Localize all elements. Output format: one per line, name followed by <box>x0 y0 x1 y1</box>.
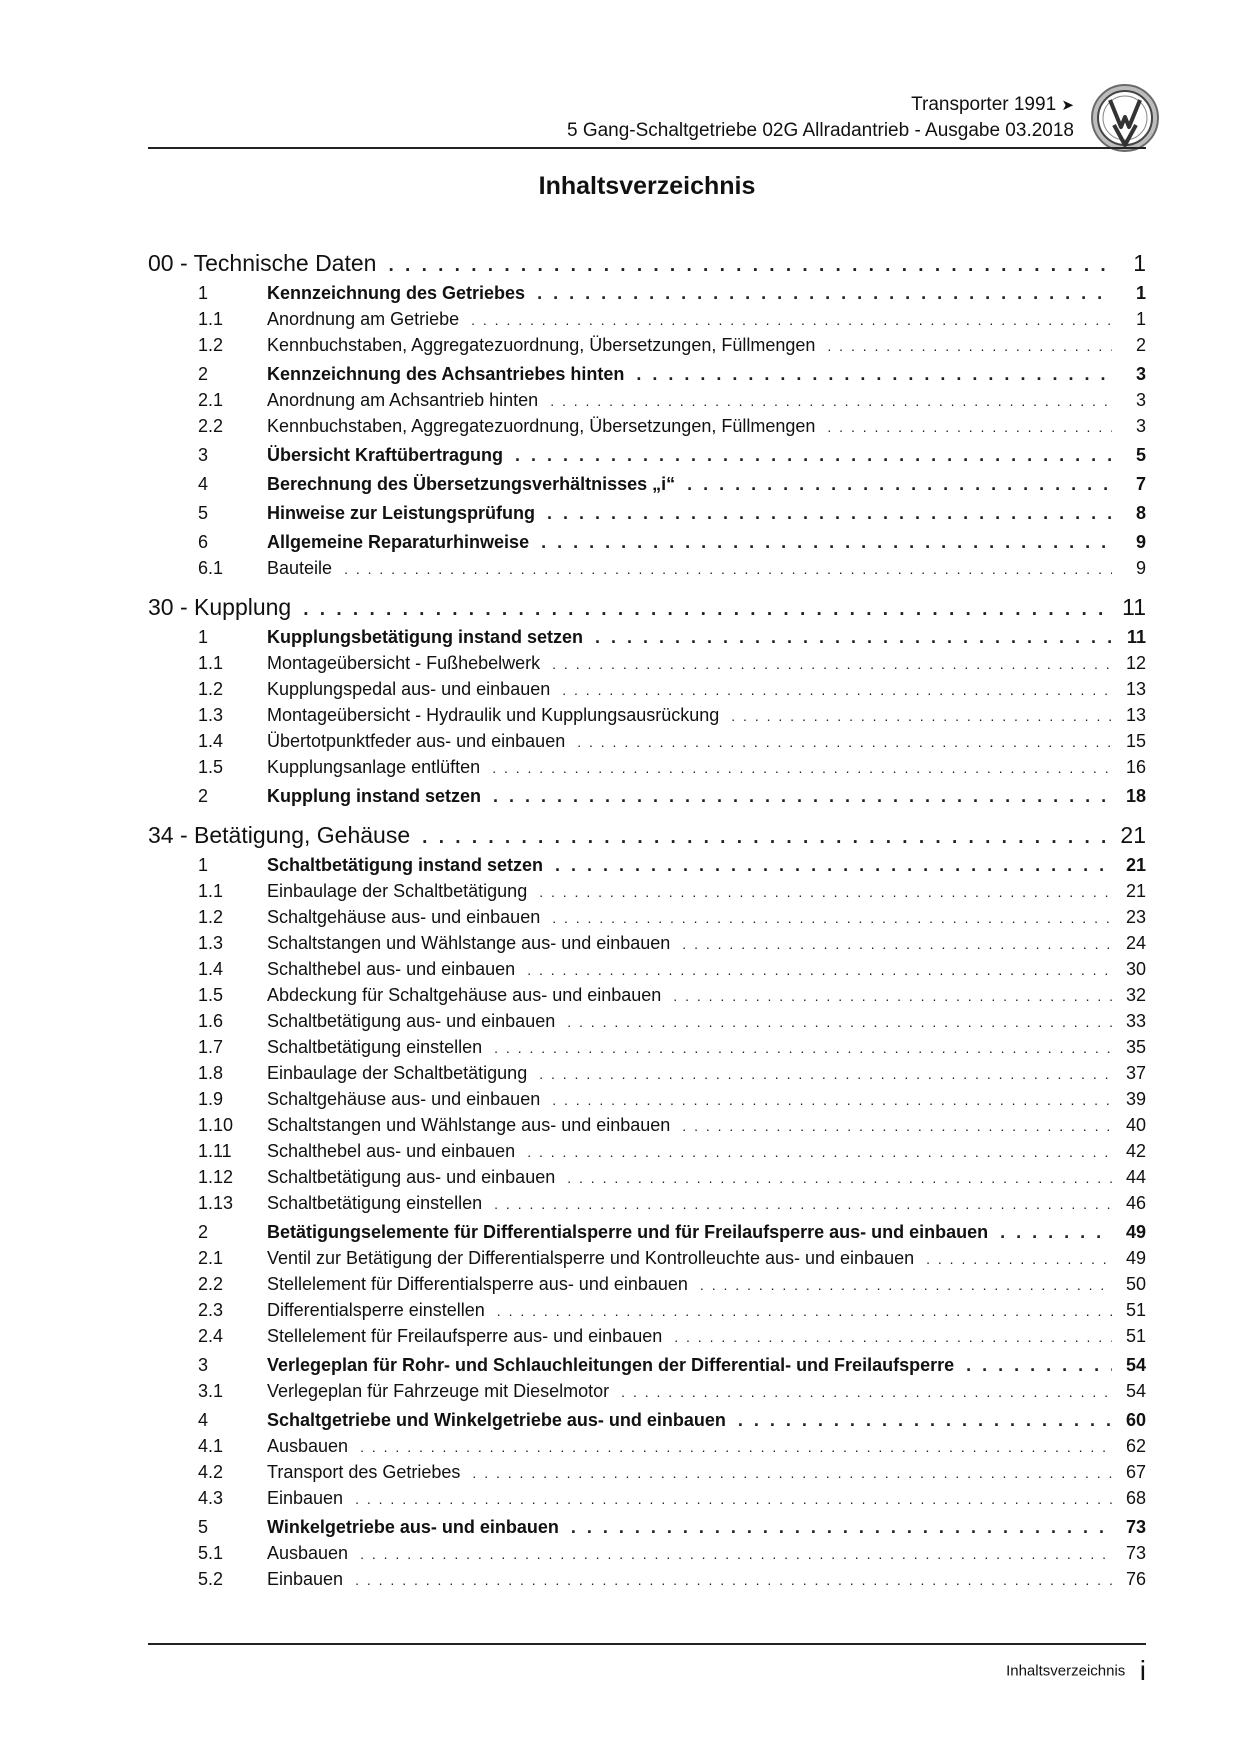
toc-entry-title[interactable]: Winkelgetriebe aus- und einbauen <box>267 1517 559 1537</box>
toc-entry-title[interactable]: Ausbauen <box>267 1543 349 1563</box>
toc-dot-leader <box>422 827 1112 849</box>
toc-entry-number: 1.7 <box>198 1037 224 1057</box>
toc-subsection[interactable] <box>148 1193 1146 1219</box>
toc-entry-number: 1.12 <box>198 1167 234 1187</box>
toc-chapter[interactable] <box>148 822 1146 852</box>
toc-page-number[interactable]: 39 <box>1125 1089 1146 1109</box>
toc-page-number[interactable]: 73 <box>1125 1543 1146 1563</box>
toc-entry-title[interactable]: Schaltgehäuse aus- und einbauen <box>267 907 541 927</box>
toc-entry-number: 4.2 <box>198 1462 224 1482</box>
toc-entry-title[interactable]: Hinweise zur Leistungsprüfung <box>267 503 536 523</box>
toc-entry-number: 1.13 <box>198 1193 234 1213</box>
toc-entry-title[interactable]: Berechnung des Übersetzungsverhältnisses „i“ <box>267 474 676 494</box>
toc-entry-title[interactable]: Einbauen <box>267 1569 344 1589</box>
toc-subsection[interactable] <box>148 1037 1146 1063</box>
toc-entry-title[interactable]: Anordnung am Achsantrieb hinten <box>267 390 539 410</box>
running-footer <box>148 1655 1146 1687</box>
header-line-edition: 5 Gang-Schaltgetriebe 02G Allradantrieb - Ausgabe 03.2018 <box>566 120 1074 141</box>
toc-dot-leader <box>539 884 1112 900</box>
arrow-right-icon: ➤ <box>1061 97 1074 114</box>
toc-page-number[interactable]: 35 <box>1125 1037 1146 1057</box>
toc-subsection[interactable] <box>148 1488 1146 1514</box>
toc-dot-leader <box>682 1118 1112 1134</box>
toc-subsection[interactable] <box>148 1011 1146 1037</box>
toc-page-number[interactable]: 32 <box>1125 985 1146 1005</box>
toc-page-number[interactable]: 30 <box>1125 959 1146 979</box>
toc-dot-leader <box>494 1196 1112 1212</box>
toc-dot-leader <box>360 1546 1112 1562</box>
toc-entry-title[interactable]: Kupplung instand setzen <box>267 786 481 806</box>
toc-dot-leader <box>550 393 1112 409</box>
toc-page-number[interactable]: 1 <box>1135 283 1146 303</box>
toc-entry-title[interactable]: Schalthebel aus- und einbauen <box>267 1141 516 1161</box>
toc-dot-leader <box>344 561 1112 577</box>
toc-page-number[interactable]: 42 <box>1125 1141 1146 1161</box>
toc-page-number[interactable]: 51 <box>1125 1300 1146 1320</box>
toc-entry-number: 2.1 <box>198 390 224 410</box>
toc-dot-leader <box>303 599 1112 621</box>
toc-dot-leader <box>731 708 1112 724</box>
toc-dot-leader <box>472 1465 1112 1481</box>
toc-entry-number: 3 <box>198 1355 209 1375</box>
toc-page-number[interactable]: 23 <box>1125 907 1146 927</box>
toc-page-number[interactable]: 13 <box>1125 679 1146 699</box>
toc-entry-number: 5.1 <box>198 1543 224 1563</box>
toc-entry-number: 3 <box>198 445 209 465</box>
toc-page-number[interactable]: 49 <box>1125 1222 1146 1242</box>
toc-entry-number: 5.2 <box>198 1569 224 1589</box>
toc-subsection[interactable] <box>148 1115 1146 1141</box>
footer-rule <box>148 1643 1146 1645</box>
toc-entry-title[interactable]: 34 - Betätigung, Gehäuse <box>148 822 411 848</box>
toc-page-number[interactable]: 40 <box>1125 1115 1146 1135</box>
toc-page-number[interactable]: 62 <box>1125 1436 1146 1456</box>
toc-dot-leader <box>966 1355 1112 1376</box>
toc-entry-number: 1.9 <box>198 1089 224 1109</box>
toc-subsection[interactable] <box>148 959 1146 985</box>
toc-page-number[interactable]: 3 <box>1135 390 1146 410</box>
toc-entry-number: 1.1 <box>198 653 224 673</box>
toc-dot-leader <box>493 786 1112 807</box>
vw-logo-icon <box>1090 83 1160 153</box>
toc-page-number[interactable]: 21 <box>1120 822 1146 848</box>
toc-section[interactable] <box>148 503 1146 529</box>
toc-entry-number: 1.4 <box>198 731 224 751</box>
toc-dot-leader <box>682 936 1112 952</box>
toc-entry-number: 1.2 <box>198 335 224 355</box>
toc-page-number[interactable]: 24 <box>1125 933 1146 953</box>
toc-dot-leader <box>360 1439 1112 1455</box>
toc-subsection[interactable] <box>148 985 1146 1011</box>
toc-chapter[interactable] <box>148 594 1146 624</box>
toc-entry-number: 5 <box>198 503 209 523</box>
toc-entry-title[interactable]: Ausbauen <box>267 1436 349 1456</box>
toc-entry-number: 4.1 <box>198 1436 224 1456</box>
toc-subsection[interactable] <box>148 1543 1146 1569</box>
toc-entry-number: 4.3 <box>198 1488 224 1508</box>
running-header <box>148 92 1074 143</box>
toc-entry-title[interactable]: Einbaulage der Schaltbetätigung <box>267 881 528 901</box>
toc-dot-leader <box>621 1384 1112 1400</box>
toc-subsection[interactable] <box>148 1326 1146 1352</box>
toc-dot-leader <box>577 734 1112 750</box>
toc-dot-leader <box>539 1066 1112 1082</box>
toc-page-number[interactable]: 68 <box>1125 1488 1146 1508</box>
toc-entry-title[interactable]: Kupplungsanlage entlüften <box>267 757 481 777</box>
toc-subsection[interactable] <box>148 1569 1146 1595</box>
toc-page-number[interactable]: 37 <box>1125 1063 1146 1083</box>
toc-subsection[interactable] <box>148 933 1146 959</box>
toc-entry-title[interactable]: Einbaulage der Schaltbetätigung <box>267 1063 528 1083</box>
toc-dot-leader <box>537 283 1112 304</box>
toc-entry-title[interactable]: Übertotpunktfeder aus- und einbauen <box>267 731 566 751</box>
toc-page-number[interactable]: 5 <box>1135 445 1146 465</box>
toc-page-number[interactable]: 15 <box>1125 731 1146 751</box>
toc-page-number[interactable]: 21 <box>1125 855 1146 875</box>
toc-entry-title[interactable]: Schaltgehäuse aus- und einbauen <box>267 1089 541 1109</box>
toc-page-number[interactable]: 1 <box>1133 250 1146 276</box>
toc-entry-number: 2 <box>198 1222 209 1242</box>
toc-entry-title[interactable]: Schaltbetätigung aus- und einbauen <box>267 1167 556 1187</box>
toc-entry-title[interactable]: 30 - Kupplung <box>148 594 292 620</box>
toc-page-number[interactable]: 73 <box>1125 1517 1146 1537</box>
toc-entry-number: 3.1 <box>198 1381 224 1401</box>
toc-entry-title[interactable]: Schaltbetätigung instand setzen <box>267 855 544 875</box>
toc-section[interactable] <box>148 474 1146 500</box>
toc-entry-title[interactable]: Betätigungselemente für Differentialsperre und für Freilaufsperre aus- und einbauen <box>267 1222 989 1242</box>
toc-entry-title[interactable]: Montageübersicht - Fußhebelwerk <box>267 653 541 673</box>
header-rule <box>148 147 1146 149</box>
toc-entry-title[interactable]: Allgemeine Reparaturhinweise <box>267 532 530 552</box>
toc-subsection[interactable] <box>148 705 1146 731</box>
toc-subsection[interactable] <box>148 731 1146 757</box>
toc-subsection[interactable] <box>148 1167 1146 1193</box>
toc-entry-title[interactable]: Übersicht Kraftübertragung <box>267 445 504 465</box>
toc-dot-leader <box>700 1277 1112 1293</box>
toc-entry-number: 2.3 <box>198 1300 224 1320</box>
toc-dot-leader <box>567 1170 1112 1186</box>
toc-dot-leader <box>555 855 1112 876</box>
toc-entry-title[interactable]: Schaltstangen und Wählstange aus- und einbauen <box>267 933 671 953</box>
toc-section[interactable] <box>148 1222 1146 1248</box>
toc-page-number[interactable]: 9 <box>1135 558 1146 578</box>
toc-entry-title[interactable]: Schaltstangen und Wählstange aus- und einbauen <box>267 1115 671 1135</box>
toc-page-number[interactable]: 3 <box>1135 364 1146 384</box>
toc-section[interactable] <box>148 855 1146 881</box>
toc-entry-title[interactable]: 00 - Technische Daten <box>148 250 377 276</box>
toc-entry-title[interactable]: Transport des Getriebes <box>267 1462 461 1482</box>
toc-subsection[interactable] <box>148 1381 1146 1407</box>
toc-entry-title[interactable]: Abdeckung für Schaltgehäuse aus- und einbauen <box>267 985 662 1005</box>
toc-section[interactable] <box>148 1517 1146 1543</box>
toc-entry-title[interactable]: Verlegeplan für Rohr- und Schlauchleitungen der Differential- und Freilaufsperre <box>267 1355 955 1375</box>
toc-dot-leader <box>515 445 1112 466</box>
toc-page-number[interactable]: 9 <box>1135 532 1146 552</box>
toc-entry-title[interactable]: Kennbuchstaben, Aggregatezuordnung, Übersetzungen, Füllmengen <box>267 416 816 436</box>
toc-page-number[interactable]: 49 <box>1125 1248 1146 1268</box>
toc-section[interactable] <box>148 786 1146 812</box>
toc-entry-title[interactable]: Kupplungspedal aus- und einbauen <box>267 679 551 699</box>
header-line-model <box>148 92 1074 118</box>
toc-dot-leader <box>827 338 1112 354</box>
toc-dot-leader <box>492 760 1112 776</box>
toc-dot-leader <box>552 910 1112 926</box>
toc-entry-title[interactable]: Verlegeplan für Fahrzeuge mit Dieselmotor <box>267 1381 610 1401</box>
toc-dot-leader <box>687 474 1112 495</box>
toc-entry-title[interactable]: Schaltbetätigung aus- und einbauen <box>267 1011 556 1031</box>
toc-page-number[interactable]: 46 <box>1125 1193 1146 1213</box>
toc-entry-number: 4 <box>198 1410 209 1430</box>
toc-page-number[interactable]: 21 <box>1125 881 1146 901</box>
toc-dot-leader <box>562 682 1112 698</box>
toc-dot-leader <box>527 1144 1112 1160</box>
toc-subsection[interactable] <box>148 335 1146 361</box>
toc-subsection[interactable] <box>148 1063 1146 1089</box>
toc-subsection[interactable] <box>148 1141 1146 1167</box>
toc-subsection[interactable] <box>148 1274 1146 1300</box>
toc-entry-number: 2.4 <box>198 1326 224 1346</box>
toc-section[interactable] <box>148 283 1146 309</box>
toc-dot-leader <box>388 255 1112 277</box>
toc-entry-title[interactable]: Schaltgetriebe und Winkelgetriebe aus- und einbauen <box>267 1410 726 1430</box>
toc-section[interactable] <box>148 1410 1146 1436</box>
toc-dot-leader <box>355 1572 1112 1588</box>
toc-dot-leader <box>552 1092 1112 1108</box>
toc-page-number[interactable]: 11 <box>1122 594 1146 620</box>
toc-page-number[interactable]: 1 <box>1135 309 1146 329</box>
toc-entry-number: 1.11 <box>198 1141 232 1161</box>
toc-dot-leader <box>926 1251 1112 1267</box>
toc-entry-number: 6 <box>198 532 209 552</box>
toc-dot-leader <box>738 1410 1112 1431</box>
toc-dot-leader <box>674 1329 1112 1345</box>
toc-entry-number: 1 <box>198 283 209 303</box>
toc-entry-number: 4 <box>198 474 209 494</box>
toc-dot-leader <box>571 1517 1112 1538</box>
toc-dot-leader <box>471 312 1112 328</box>
toc-entry-number: 6.1 <box>198 558 224 578</box>
toc-subsection[interactable] <box>148 881 1146 907</box>
toc-dot-leader <box>595 627 1112 648</box>
toc-page-number[interactable]: 76 <box>1125 1569 1146 1589</box>
toc-subsection[interactable] <box>148 1436 1146 1462</box>
toc-dot-leader <box>636 364 1112 385</box>
toc-subsection[interactable] <box>148 653 1146 679</box>
toc-entry-number: 1.1 <box>198 881 224 901</box>
toc-subsection[interactable] <box>148 907 1146 933</box>
toc-entry-title[interactable]: Kennzeichnung des Achsantriebes hinten <box>267 364 625 384</box>
page-title: Inhaltsverzeichnis <box>538 172 756 200</box>
toc-entry-number: 2.2 <box>198 1274 224 1294</box>
toc-subsection[interactable] <box>148 757 1146 783</box>
toc-entry-number: 2.2 <box>198 416 224 436</box>
toc-page-number[interactable]: 51 <box>1125 1326 1146 1346</box>
toc-subsection[interactable] <box>148 558 1146 584</box>
toc-subsection[interactable] <box>148 1089 1146 1115</box>
toc-page-number[interactable]: 54 <box>1125 1355 1146 1375</box>
toc-page-number[interactable]: 50 <box>1125 1274 1146 1294</box>
toc-page-number[interactable]: 60 <box>1125 1410 1146 1430</box>
toc-entry-title[interactable]: Kupplungsbetätigung instand setzen <box>267 627 583 647</box>
toc-page-number[interactable]: 67 <box>1125 1462 1146 1482</box>
toc-entry-title[interactable]: Stellelement für Freilaufsperre aus- und einbauen <box>267 1326 663 1346</box>
toc-entry-number: 2.1 <box>198 1248 224 1268</box>
toc-section[interactable] <box>148 1355 1146 1381</box>
toc-dot-leader <box>673 988 1112 1004</box>
toc-section[interactable] <box>148 364 1146 390</box>
toc-entry-title[interactable]: Anordnung am Getriebe <box>267 309 460 329</box>
toc-entry-title[interactable]: Einbauen <box>267 1488 344 1508</box>
toc-dot-leader <box>827 419 1112 435</box>
toc-dot-leader <box>552 656 1112 672</box>
toc-entry-title[interactable]: Montageübersicht - Hydraulik und Kupplungsausrückung <box>267 705 720 725</box>
toc-page-number[interactable]: 16 <box>1125 757 1146 777</box>
toc-entry-title[interactable]: Schaltbetätigung einstellen <box>267 1193 483 1213</box>
toc-entry-number: 1.8 <box>198 1063 224 1083</box>
toc-page-number[interactable]: 44 <box>1125 1167 1146 1187</box>
toc-entry-number: 1.6 <box>198 1011 224 1031</box>
toc-dot-leader <box>497 1303 1112 1319</box>
toc-chapter[interactable] <box>148 250 1146 280</box>
table-of-contents <box>148 240 1146 1595</box>
toc-section[interactable] <box>148 532 1146 558</box>
toc-entry-number: 1 <box>198 627 209 647</box>
toc-entry-title[interactable]: Stellelement für Differentialsperre aus- und einbauen <box>267 1274 688 1294</box>
toc-entry-number: 1.2 <box>198 679 224 699</box>
header-model: Transporter 1991 <box>911 94 1057 115</box>
toc-entry-title[interactable]: Bauteile <box>267 558 333 578</box>
toc-subsection[interactable] <box>148 679 1146 705</box>
toc-page-number[interactable]: 33 <box>1125 1011 1146 1031</box>
toc-entry-number: 1.2 <box>198 907 224 927</box>
toc-entry-title[interactable]: Schalthebel aus- und einbauen <box>267 959 516 979</box>
toc-page-number[interactable]: 8 <box>1135 503 1146 523</box>
toc-subsection[interactable] <box>148 1462 1146 1488</box>
toc-page-number[interactable]: 12 <box>1125 653 1146 673</box>
toc-subsection[interactable] <box>148 309 1146 335</box>
toc-entry-title[interactable]: Differentialsperre einstellen <box>267 1300 485 1320</box>
toc-page-number[interactable]: 13 <box>1125 705 1146 725</box>
toc-subsection[interactable] <box>148 1248 1146 1274</box>
toc-entry-title[interactable]: Kennzeichnung des Getriebes <box>267 283 526 303</box>
toc-page-number[interactable]: 3 <box>1135 416 1146 436</box>
toc-entry-number: 1.4 <box>198 959 224 979</box>
toc-page-number[interactable]: 2 <box>1135 335 1146 355</box>
toc-entry-number: 2 <box>198 364 209 384</box>
toc-entry-title[interactable]: Kennbuchstaben, Aggregatezuordnung, Übersetzungen, Füllmengen <box>267 335 816 355</box>
toc-page-number[interactable]: 18 <box>1125 786 1146 806</box>
toc-subsection[interactable] <box>148 416 1146 442</box>
toc-entry-number: 1.3 <box>198 705 224 725</box>
footer-title: Inhaltsverzeichnis <box>1006 1662 1126 1680</box>
toc-dot-leader <box>494 1040 1112 1056</box>
toc-entry-number: 5 <box>198 1517 209 1537</box>
toc-entry-number: 2 <box>198 786 209 806</box>
toc-dot-leader <box>547 503 1112 524</box>
toc-subsection[interactable] <box>148 1300 1146 1326</box>
toc-dot-leader <box>541 532 1112 553</box>
toc-dot-leader <box>1000 1222 1112 1243</box>
toc-entry-number: 1.5 <box>198 757 224 777</box>
toc-entry-number: 1.3 <box>198 933 224 953</box>
toc-dot-leader <box>527 962 1112 978</box>
toc-section[interactable] <box>148 445 1146 471</box>
toc-entry-title[interactable]: Schaltbetätigung einstellen <box>267 1037 483 1057</box>
toc-entry-number: 1.1 <box>198 309 224 329</box>
toc-section[interactable] <box>148 627 1146 653</box>
footer-page-number: i <box>1139 1655 1146 1686</box>
toc-page-number[interactable]: 7 <box>1135 474 1146 494</box>
toc-entry-title[interactable]: Ventil zur Betätigung der Differentialsperre und Kontrolleuchte aus- und einbauen <box>267 1248 915 1268</box>
toc-entry-number: 1.10 <box>198 1115 234 1135</box>
toc-page-number[interactable]: 11 <box>1126 627 1146 647</box>
toc-entry-number: 1 <box>198 855 209 875</box>
toc-dot-leader <box>567 1014 1112 1030</box>
toc-dot-leader <box>355 1491 1112 1507</box>
toc-page-number[interactable]: 54 <box>1125 1381 1146 1401</box>
toc-entry-number: 1.5 <box>198 985 224 1005</box>
toc-subsection[interactable] <box>148 390 1146 416</box>
